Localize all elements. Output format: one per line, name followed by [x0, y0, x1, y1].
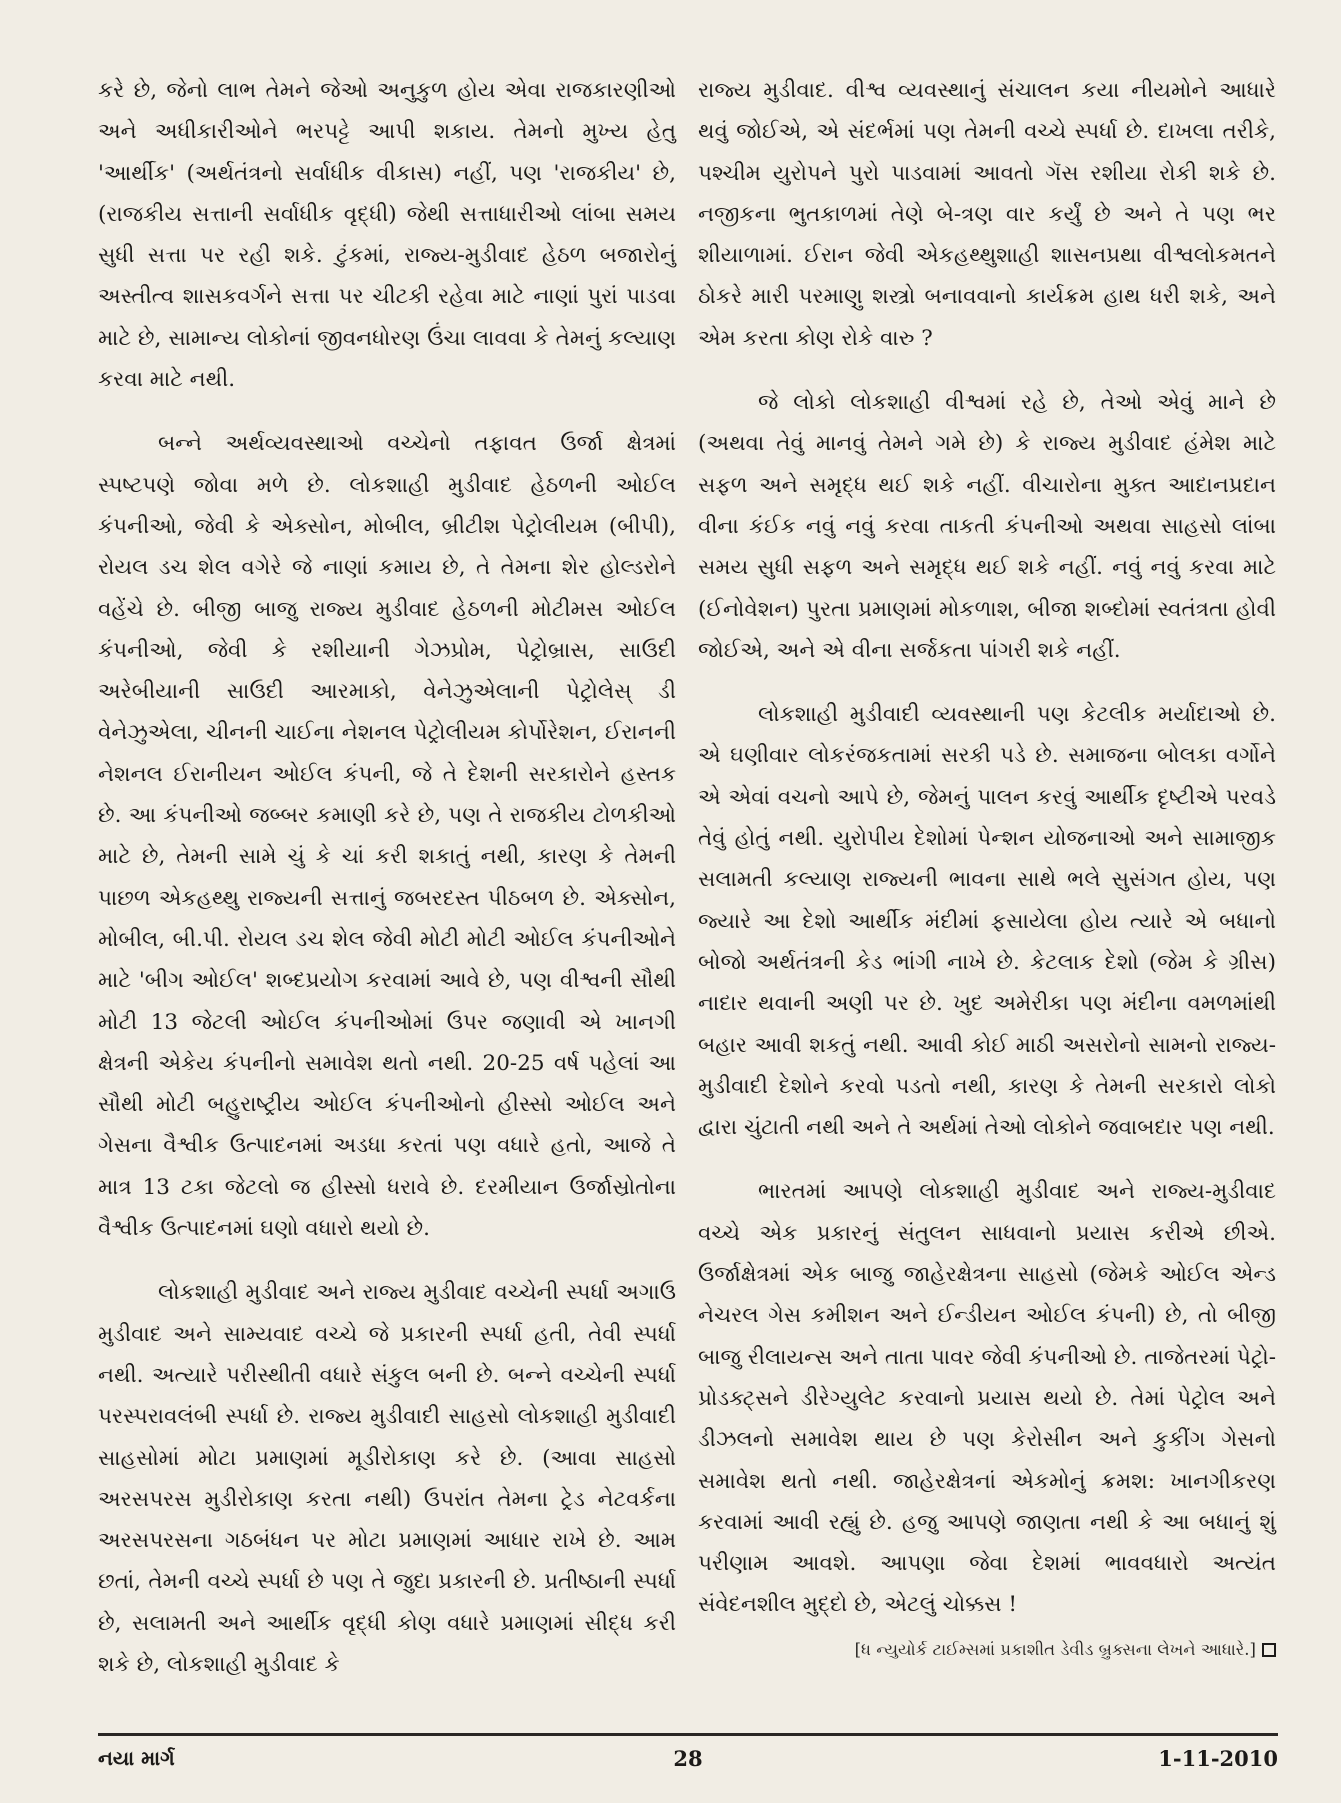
page-number: 28 [673, 1746, 703, 1771]
paragraph: કરે છે, જેનો લાભ તેમને જેઓ અનુકુળ હોય એવા રાજકારણીઓ અને અધીકારીઓને ભરપટ્ટે આપી શકાય. તેમનો મુખ્ય હેતુ 'આર્થીક' (અર્થતંત્રનો સર્વાધીક વીકાસ) નહીં, પણ 'રાજકીય' છે, (રાજકીય સત્તાની સર્વાધીક વૃદ્ધી) જેથી સત્તાધારીઓ લાંબા સમય સુધી સત્તા પર રહી શકે. ટુંકમાં, રાજ્ય-મુડીવાદ હેઠળ બજારોનું અસ્તીત્વ શાસકવર્ગને સત્તા પર ચીટકી રહેવા માટે નાણાં પુરાં પાડવા માટે છે, સામાન્ય લોકોનાં જીવનધોરણ ઉંચા લાવવા કે તેમનું કલ્યાણ કરવા માટે નથી. [98, 78, 676, 393]
paragraph: લોકશાહી મુડીવાદ અને રાજ્ય મુડીવાદ વચ્ચેની સ્પર્ધા અગાઉ મુડીવાદ અને સામ્યવાદ વચ્ચે જે પ્રકારની સ્પર્ધા હતી, તેવી સ્પર્ધા નથી. અત્યારે પરીસ્થીતી વધારે સંકુલ બની છે. બન્ને વચ્ચેની સ્પર્ધા પરસ્પરાવલંબી સ્પર્ધા છે. રાજ્ય મુડીવાદી સાહસો લોકશાહી મુડીવાદી સાહસોમાં મોટા પ્રમાણમાં મૂડીરોકાણ કરે છે. (આવા સાહસો અરસપરસ મુડીરોકાણ કરતા નથી) ઉપરાંત તેમના ટ્રેડ નેટવર્કના અરસપરસના ગઠબંધન પર મોટા પ્રમાણમાં આધાર રાખે છે. આમ છતાં, તેમની વચ્ચે સ્પર્ધા છે પણ તે જુદા પ્રકારની છે. પ્રતીષ્ઠાની સ્પર્ધા છે, સલામતી અને આર્થીક વૃદ્ધી કોણ વધારે પ્રમાણમાં સીદ્ધ કરી શકે છે, લોકશાહી મુડીવાદ કે [98, 1280, 676, 1677]
issue-date: 1-11-2010 [1158, 1746, 1278, 1771]
paragraph: જે લોકો લોકશાહી વીશ્વમાં રહે છે, તેઓ એવું માને છે (અથવા તેવું માનવું તેમને ગમે છે) કે રાજ્ય મુડીવાદ હંમેશ માટે સફળ અને સમૃદ્ધ થઈ શકે નહીં. વીચારોના મુક્ત આદાનપ્રદાન વીના કંઈક નવું નવું કરવા તાકતી કંપનીઓ અથવા સાહસો લાંબા સમય સુધી સફળ અને સમૃદ્ધ થઈ શકે નહીં. નવું નવું કરવા માટે (ઈનોવેશન) પુરતા પ્રમાણમાં મોકળાશ, બીજા શબ્દોમાં સ્વતંત્રતા હોવી જોઈએ, અને એ વીના સર્જકતા પાંગરી શકે નહીં. [698, 390, 1276, 663]
right-column [698, 70, 1276, 1720]
source-note [698, 1636, 1276, 1664]
left-column [98, 70, 676, 1720]
paragraph: ભારતમાં આપણે લોકશાહી મુડીવાદ અને રાજ્ય-મુડીવાદ વચ્ચે એક પ્રકારનું સંતુલન સાધવાનો પ્રયાસ કરીએ છીએ. ઉર્જાક્ષેત્રમાં એક બાજુ જાહેરક્ષેત્રના સાહસો (જેમકે ઓઈલ એન્ડ નેચરલ ગેસ કમીશન અને ઈન્ડીયન ઓઈલ કંપની) છે, તો બીજી બાજુ રીલાયન્સ અને તાતા પાવર જેવી કંપનીઓ છે. તાજેતરમાં પેટ્રો-પ્રોડક્ટ્સને ડીરેગ્યુલેટ કરવાનો પ્રયાસ થયો છે. તેમાં પેટ્રોલ અને ડીઝલનો સમાવેશ થાય છે પણ કેરોસીન અને કુકીંગ ગેસનો સમાવેશ થતો નથી. જાહેરક્ષેત્રનાં એકમોનું ક્રમશ: ખાનગીકરણ કરવામાં આવી રહ્યું છે. હજુ આપણે જાણતા નથી કે આ બધાનું શું પરીણામ આવશે. આપણા જેવા દેશમાં ભાવવધારો અત્યંત સંવેદનશીલ મુદ્દો છે, એટલું ચોક્કસ ! [698, 1179, 1276, 1618]
source-note-text: [ધ ન્યુયોર્ક ટાઈમ્સમાં પ્રકાશીત ડેવીડ બ્રુક્સના લેખને આધારે.] [854, 1639, 1256, 1659]
magazine-name: નયા માર્ગ [98, 1746, 175, 1770]
paragraph: બન્ને અર્થવ્યવસ્થાઓ વચ્ચેનો તફાવત ઉર્જા ક્ષેત્રમાં સ્પષ્ટપણે જોવા મળે છે. લોકશાહી મુડીવાદ હેઠળની ઓઈલ કંપનીઓ, જેવી કે એક્સોન, મોબીલ, બ્રીટીશ પેટ્રોલીયમ (બીપી), રોયલ ડચ શેલ વગેરે જે નાણાં કમાય છે, તે તેમના શેર હોલ્ડરોને વહેંચે છે. બીજી બાજુ રાજ્ય મુડીવાદ હેઠળની મોટીમસ ઓઈલ કંપનીઓ, જેવી કે રશીયાની ગેઝપ્રોમ, પેટ્રોબ્રાસ, સાઉદી અરેબીયાની સાઉદી આરમાકો, વેનેઝુએલાની પેટ્રોલેસ્ ડી વેનેઝુએલા, ચીનની ચાઈના નેશનલ પેટ્રોલીયમ કોર્પોરેશન, ઈરાનની નેશનલ ઈરાનીયન ઓઈલ કંપની, જે તે દેશની સરકારોને હસ્તક છે. આ કંપનીઓ જબ્બર કમાણી કરે છે, પણ તે રાજકીય ટોળકીઓ માટે છે, તેમની સામે ચું કે ચાં કરી શકાતું નથી, કારણ કે તેમની પાછળ એકહથ્થુ રાજ્યની સત્તાનું જબરદસ્ત પીઠબળ છે. એક્સોન, મોબીલ, બી.પી. રોયલ ડચ શેલ જેવી મોટી મોટી ઓઈલ કંપનીઓને માટે 'બીગ ઓઈલ' શબ્દપ્રયોગ કરવામાં આવે છે, પણ વીશ્વની સૌથી મોટી 13 જેટલી ઓઈલ કંપનીઓમાં ઉપર જણાવી એ ખાનગી ક્ષેત્રની એકેય કંપનીનો સમાવેશ થતો નથી. 20-25 વર્ષ પહેલાં આ સૌથી મોટી બહુરાષ્ટ્રીય ઓઈલ કંપનીઓનો હીસ્સો ઓઈલ અને ગેસના વૈશ્વીક ઉત્પાદનમાં અડધા કરતાં પણ વધારે હતો, આજે તે માત્ર 13 ટકા જેટલો જ હીસ્સો ધરાવે છે. દરમીયાન ઉર્જાસ્રોતોના વૈશ્વીક ઉત્પાદનમાં ઘણો વધારો થયો છે. [98, 431, 676, 1242]
end-box-icon [1262, 1643, 1276, 1657]
footer-divider [98, 1733, 1278, 1736]
article-columns [98, 70, 1276, 1720]
page-footer [98, 1746, 1278, 1786]
paragraph: લોકશાહી મુડીવાદી વ્યવસ્થાની પણ કેટલીક મર્યાદાઓ છે. એ ઘણીવાર લોકરંજકતામાં સરકી પડે છે. સમાજના બોલકા વર્ગોને એ એવાં વચનો આપે છે, જેમનું પાલન કરવું આર્થીક દૃષ્ટીએ પરવડે તેવું હોતું નથી. યુરોપીય દેશોમાં પેન્શન યોજનાઓ અને સામાજીક સલામતી કલ્યાણ રાજ્યની ભાવના સાથે ભલે સુસંગત હોય, પણ જ્યારે આ દેશો આર્થીક મંદીમાં ફસાયેલા હોય ત્યારે એ બધાનો બોજો અર્થતંત્રની કેડ ભાંગી નાખે છે. કેટલાક દેશો (જેમ કે ગ્રીસ) નાદાર થવાની અણી પર છે. ખુદ અમેરીકા પણ મંદીના વમળમાંથી બહાર આવી શકતું નથી. આવી કોઈ માઠી અસરોનો સામનો રાજ્ય-મુડીવાદી દેશોને કરવો પડતો નથી, કારણ કે તેમની સરકારો લોકો દ્વારા ચુંટાતી નથી અને તે અર્થમાં તેઓ લોકોને જવાબદાર પણ નથી. [698, 702, 1276, 1141]
paragraph: રાજ્ય મુડીવાદ. વીશ્વ વ્યવસ્થાનું સંચાલન કયા નીયમોને આધારે થવું જોઈએ, એ સંદર્ભમાં પણ તેમની વચ્ચે સ્પર્ધા છે. દાખલા તરીકે, પશ્ચીમ યુરોપને પુરો પાડવામાં આવતો ગૅસ રશીયા રોકી શકે છે. નજીકના ભુતકાળમાં તેણે બે-ત્રણ વાર કર્યું છે અને તે પણ ભર શીયાળામાં. ઈરાન જેવી એકહથ્થુશાહી શાસનપ્રથા વીશ્વલોકમતને ઠોકરે મારી પરમાણુ શસ્ત્રો બનાવવાનો કાર્યક્રમ હાથ ધરી શકે, અને એમ કરતા કોણ રોકે વારુ ? [698, 78, 1276, 351]
